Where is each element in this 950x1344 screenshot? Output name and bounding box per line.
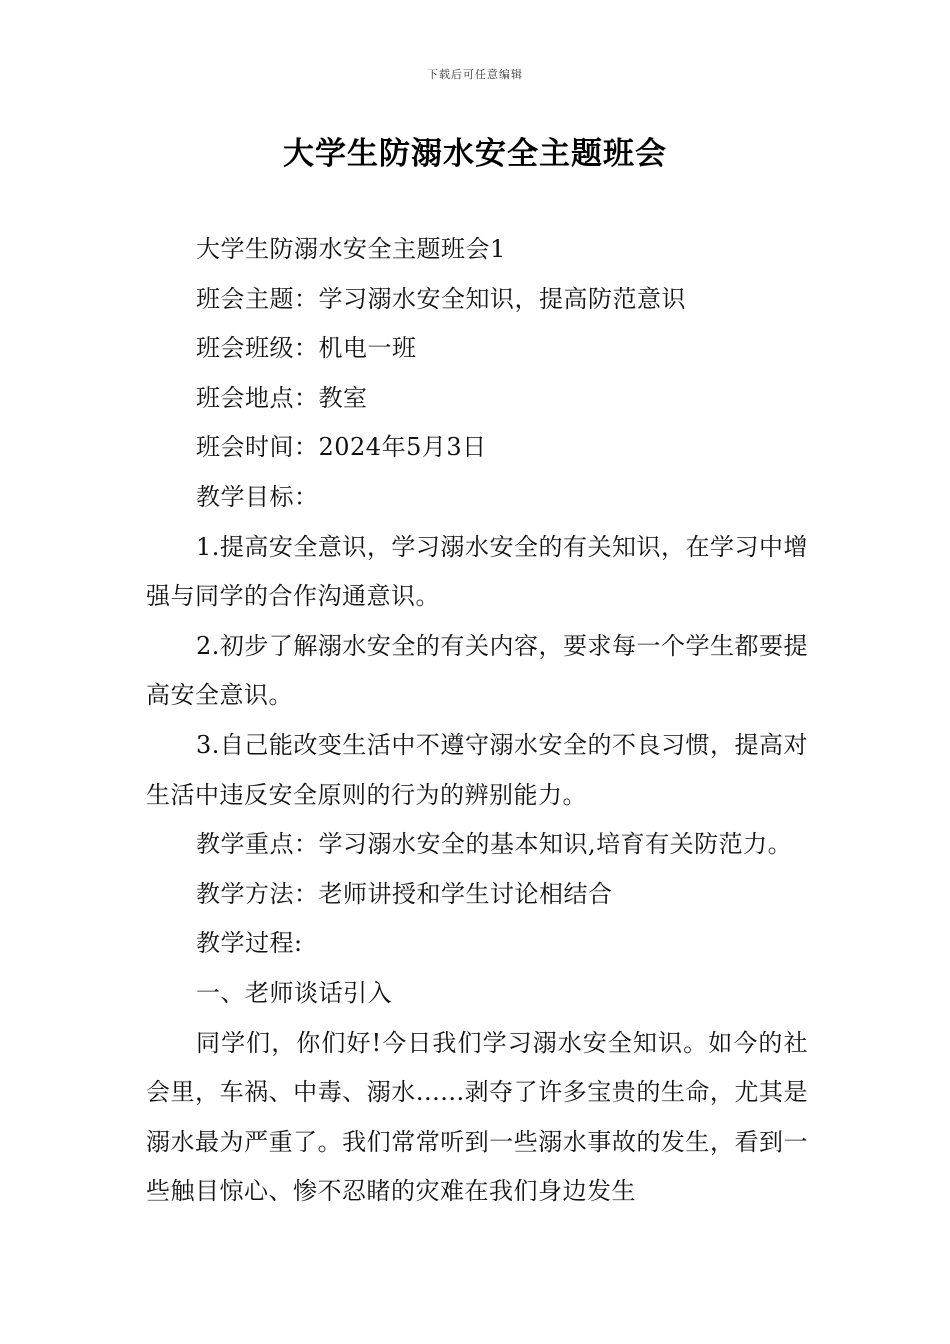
paragraph-meeting-location: 班会地点：教室 [196, 383, 368, 412]
paragraph-section-heading: 大学生防溺水安全主题班会1 [196, 235, 506, 263]
paragraph-goal-3: 3.自己能改变生活中不遵守溺水安全的不良习惯，提高对生活中违反安全原则的行为的辨别能力。 [146, 730, 808, 809]
paragraph-teaching-goals-heading: 教学目标： [196, 482, 319, 511]
paragraph-intro-speech: 同学们，你们好!今日我们学习溺水安全知识。如今的社会里，车祸、中毒、溺水......剥夺了许多宝贵的生命，尤其是溺水最为严重了。我们常常听到一些溺水事故的发生，看到一些触目惊心、惨不忍睹的灾难在我们身边发生 [146, 1028, 808, 1206]
paragraph-goal-1: 1.提高安全意识，学习溺水安全的有关知识，在学习中增强与同学的合作沟通意识。 [146, 532, 808, 611]
paragraph-part-one-heading: 一、老师谈话引入 [196, 978, 392, 1007]
paragraph-goal-2: 2.初步了解溺水安全的有关内容，要求每一个学生都要提高安全意识。 [146, 631, 808, 710]
header-note: 下载后可任意编辑 [427, 68, 523, 81]
paragraph-teaching-method: 教学方法：老师讲授和学生讨论相结合 [196, 879, 613, 908]
document-title: 大学生防溺水安全主题班会 [283, 136, 667, 172]
document-body [146, 225, 808, 1217]
paragraph-meeting-class: 班会班级：机电一班 [196, 334, 417, 363]
paragraph-teaching-process: 教学过程: [196, 929, 303, 958]
paragraph-meeting-topic: 班会主题：学习溺水安全知识，提高防范意识 [196, 284, 686, 313]
paragraph-meeting-time: 班会时间：2024年5月3日 [196, 433, 487, 462]
paragraph-key-points: 教学重点：学习溺水安全的基本知识,培育有关防范力。 [196, 830, 793, 859]
